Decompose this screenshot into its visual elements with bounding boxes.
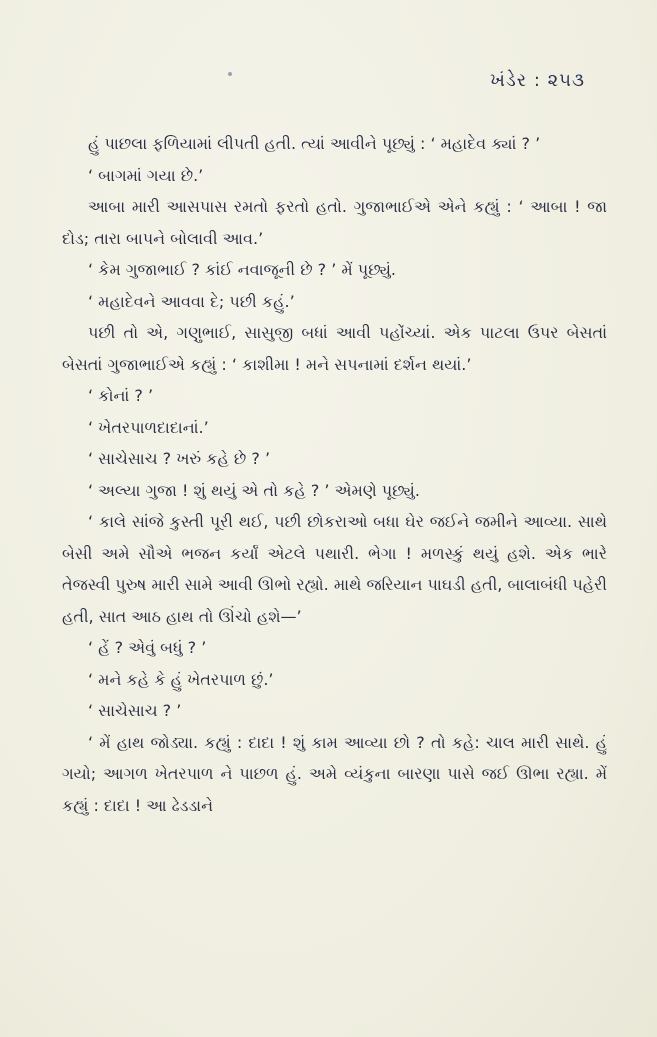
running-header: ખંડેર : ૨૫૩ [490,70,585,91]
paragraph: પછી તો એ, ગણુભાઈ, સાસુજી બધાં આવી પહોંચ્યાં. એક પાટલા ઉપર બેસતાં બેસતાં ગુજાભાઈએ કહ્યું : ‘ કાશીમા ! મને સપનામાં દર્શન થયાં.’ [62,323,607,374]
paragraph: આબા મારી આસપાસ રમતો ફરતો હતો. ગુજાભાઈએ એને કહ્યું : ‘ આબા ! જા દોડ; તારા બાપને બોલાવી આવ.’ [62,197,607,248]
paragraph: ‘ મને કહે કે હું ખેતરપાળ છું.’ [88,669,274,689]
ink-dot [228,72,232,76]
paragraph: હું પાછલા ફળિયામાં લીપતી હતી. ત્યાં આવીને પૂછ્યું : ‘ મહાદેવ ક્યાં ? ’ [88,134,541,153]
paragraph: ‘ બાગમાં ગયા છે.’ [88,165,204,185]
paragraph: ‘ સાચેસાચ ? ’ [88,701,182,720]
paragraph: ‘ કાલે સાંજે કુસ્તી પૂરી થઈ, પછી છોકરાઓ બધા ઘેર જઈને જમીને આવ્યા. સાથે બેસી અમે સૌએ ભજન કર્યાં એટલે પથારી. ભેગા ! મળસ્કું થયું હશે. એક ભારે તેજસ્વી પુરુષ મારી સામે આવી ઊભો રહ્યો. માથે જરિયાન પાઘડી હતી, બાલાબંધી પહેરી હતી, સાત આઠ હાથ તો ઊંચો હશે—’ [62,512,607,626]
paragraph: ‘ સાચેસાચ ? ખરું કહે છે ? ’ [88,449,271,468]
paragraph: ‘ કેમ ગુજાભાઈ ? કાંઈ નવાજૂની છે ? ’ મેં પૂછ્યું. [88,260,396,279]
paragraph: ‘ હેં ? એવું બધું ? ’ [88,638,207,657]
body-text [62,128,607,821]
paragraph: ‘ કોનાં ? ’ [88,386,154,405]
paragraph: ‘ મહાદેવને આવવા દે; પછી કહું.’ [88,291,295,311]
paragraph: ‘ ખેતરપાળદાદાનાં.’ [88,417,209,437]
paragraph: ‘ મેં હાથ જોડ્યા. કહ્યું : દાદા ! શું કામ આવ્યા છો ? તો કહે: ચાલ મારી સાથે. હું ગયો; આગળ ખેતરપાળ ને પાછળ હું. અમે વ્યંકુના બારણા પાસે જઈ ઊભા રહ્યા. મેં કહ્યું : દાદા ! આ ઢેડડાને [62,732,607,815]
paragraph: ‘ અલ્યા ગુજા ! શું થયું એ તો કહે ? ’ એમણે પૂછ્યું. [88,480,420,500]
